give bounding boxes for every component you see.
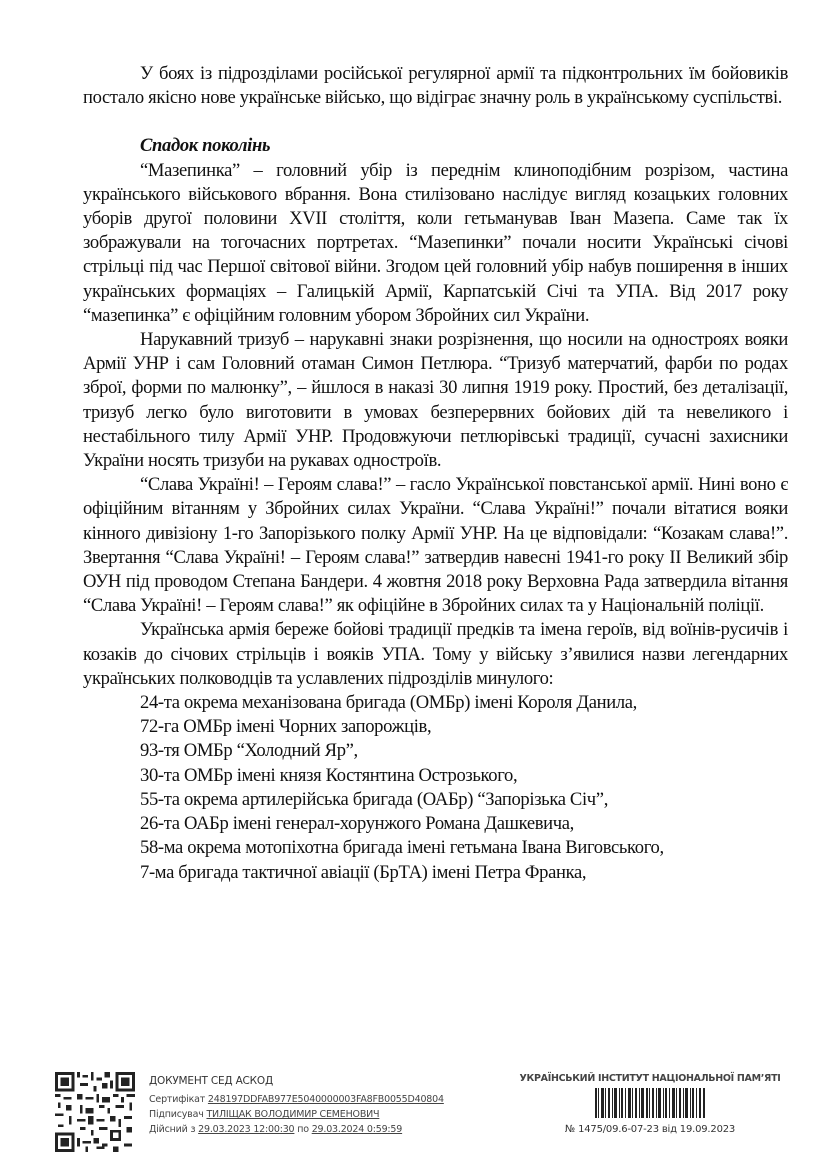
list-item: 93-тя ОМБр “Холодний Яр”,	[140, 740, 358, 762]
certificate-value: 248197DDFAB977E5040000003FA8FB0055D40804	[207, 1094, 444, 1105]
document-body	[83, 62, 788, 885]
list-item: 72-га ОМБр імені Чорних запорожців,	[140, 716, 432, 738]
certificate-label: Сертифікат	[149, 1094, 206, 1105]
list-item: 24-та окрема механізована бригада (ОМБр) імені Короля Данила,	[140, 692, 637, 714]
list-item: 26-та ОАБр імені генерал-хорунжого Романа Дашкевича,	[140, 813, 574, 835]
validity-row	[149, 1122, 444, 1137]
valid-to-label: по	[297, 1124, 309, 1135]
paragraph-mazepynka: “Мазепинка” – головний убір із переднім клиноподібним розрізом, частина українського військового вбрання. Вона стилізовано наслідує вигляд козацьких головних уборів другої половини XVII століття, коли гетьманував Іван Мазепа. Саме так їх зображували на тогочасних портретах. “Мазепинки” почали носити Українські січові стрільці під час Першої світової війни. Згодом цей головний убір набув поширення в інших українських формаціях – Галицькій Армії, Карпатській Січі та УПА. Від 2017 року “мазепинка” є офіційним головним убором Збройних сил України.	[83, 159, 788, 326]
signer-row	[149, 1107, 444, 1122]
signer-label: Підписувач	[149, 1109, 204, 1120]
barcode-icon	[595, 1088, 705, 1118]
signature-title: ДОКУМЕНТ СЕД АСКОД	[149, 1075, 274, 1087]
qr-code-icon	[53, 1072, 137, 1152]
signature-details	[149, 1074, 444, 1137]
paragraph-greeting: “Слава Україні! – Героям слава!” – гасло Української повстанської армії. Нині воно є офіційним вітанням у Збройних силах України. “Слава Україні!” почали вітатися вояки кінного дивізіону 1-го Запорізького полку Армії УНР. На це відповідали: “Козакам слава!”. Звертання “Слава Україні! – Героям слава!” затвердив навесні 1941-го року ІІ Великий збір ОУН під проводом Степана Бандери. 4 жовтня 2018 року Верховна Рада затвердила вітання “Слава Україні! – Героям слава!” як офіційне в Збройних силах та у Національній поліції.	[83, 474, 788, 617]
valid-from-label: Дійсний з	[149, 1124, 196, 1135]
paragraph-trident: Нарукавний тризуб – нарукавні знаки розрізнення, що носили на одностроях вояки Армії УНР і сам Головний отаман Симон Петлюра. “Тризуб матерчатий, фарби по родах зброї, форми по малюнку”, – йшлося в наказі 30 липня 1919 року. Простий, без деталізації, тризуб легко було виготовити в умовах безперервних бойових дій та невеликого і нестабільного тилу Армії УНР. Продовжуючи петлюрівські традиції, сучасні захисники України носять тризуби на рукавах одностроїв.	[83, 329, 788, 472]
institution-name: УКРАЇНСЬКИЙ ІНСТИТУТ НАЦІОНАЛЬНОЇ ПАМ’ЯТІ	[519, 1073, 781, 1084]
list-item: 7-ма бригада тактичної авіації (БрТА) імені Петра Франка,	[140, 861, 587, 883]
paragraph-traditions: Українська армія береже бойові традиції предків та імена героїв, від воїнів-русичів і козаків до січових стрільців і вояків УПА. Тому у війську з’явилися назви легендарних українських полководців та уславлених підрозділів минулого:	[83, 619, 788, 689]
list-item: 55-та окрема артилерійська бригада (ОАБр) “Запорізька Січ”,	[140, 788, 608, 810]
section-heading: Спадок поколінь	[140, 135, 271, 157]
signature-stamp	[53, 1072, 493, 1152]
intro-paragraph: У боях із підрозділами російської регулярної армії та підконтрольних їм бойовиків постало якісно нове українське військо, що відіграє значну роль в українському суспільстві.	[83, 63, 788, 109]
signer-value: ТИЛІЩАК ВОЛОДИМИР СЕМЕНОВИЧ	[206, 1109, 380, 1120]
certificate-row	[149, 1092, 444, 1107]
brigade-list	[83, 691, 788, 885]
spacer	[83, 110, 788, 134]
list-item: 30-та ОМБр імені князя Костянтина Острозького,	[140, 764, 518, 786]
registration-number: № 1475/09.6-07-23 від 19.09.2023	[564, 1124, 736, 1135]
list-item: 58-ма окрема мотопіхотна бригада імені гетьмана Івана Виговського,	[140, 837, 664, 859]
valid-to-value: 29.03.2024 0:59:59	[311, 1124, 403, 1135]
registration-stamp	[505, 1073, 795, 1153]
valid-from-value: 29.03.2023 12:00:30	[198, 1124, 295, 1135]
